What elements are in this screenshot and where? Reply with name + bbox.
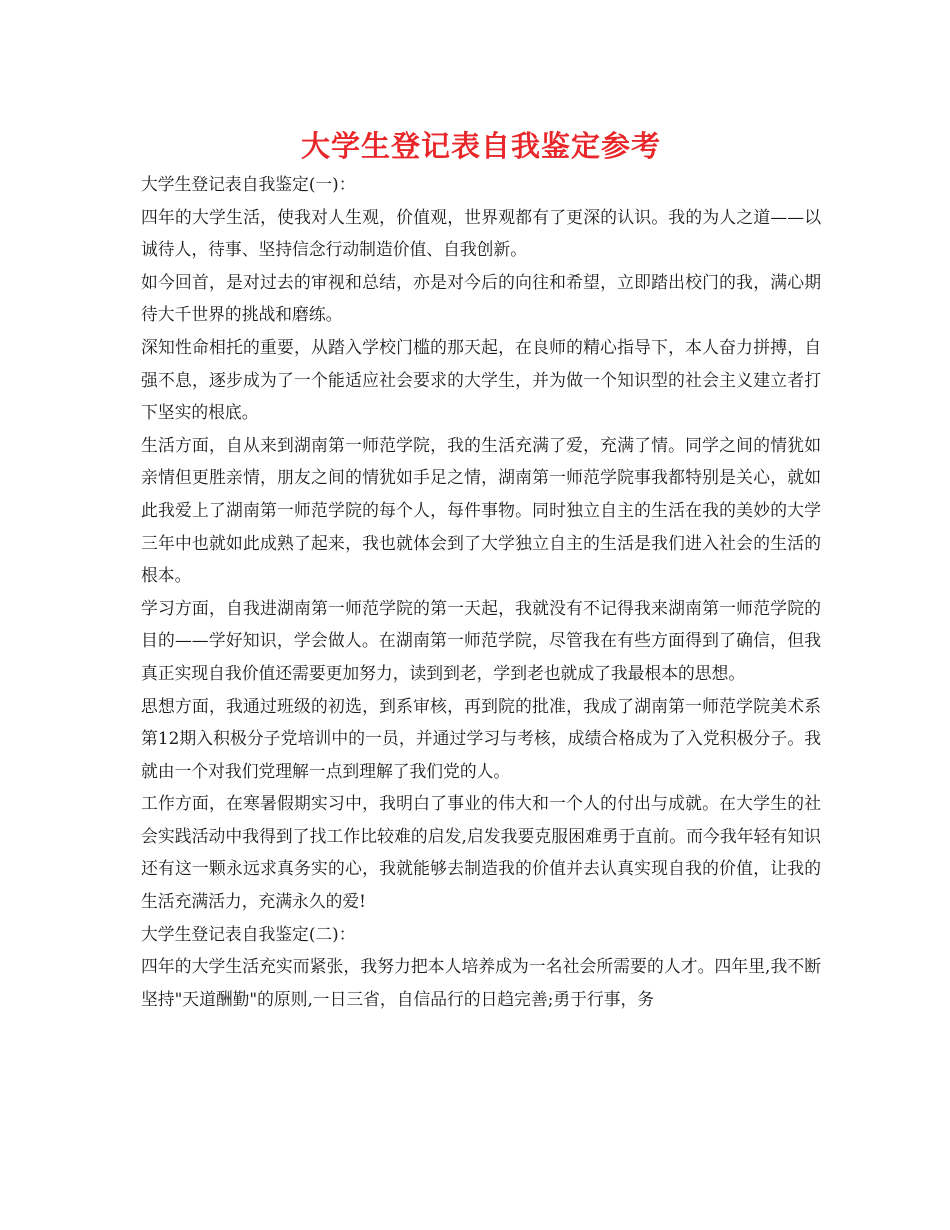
paragraph: 思想方面，我通过班级的初选，到系审核，再到院的批准，我成了湖南第一师范学院美术系第12期入积极分子党培训中的一员，并通过学习与考核，成绩合格成为了入党积极分子。我就由一个对我们党理解一点到理解了我们党的人。 bbox=[141, 695, 821, 781]
paragraph: 学习方面，自我进湖南第一师范学院的第一天起，我就没有不记得我来湖南第一师范学院的目的——学好知识，学会做人。在湖南第一师范学院，尽管我在有些方面得到了确信，但我真正实现自我价值还需要更加努力，读到到老，学到老也就成了我最根本的思想。 bbox=[141, 597, 821, 683]
document-page bbox=[141, 124, 821, 1015]
paragraph: 如今回首，是对过去的审视和总结，亦是对今后的向往和希望，立即踏出校门的我，满心期待大千世界的挑战和磨练。 bbox=[141, 271, 821, 325]
document-title: 大学生登记表自我鉴定参考 bbox=[300, 129, 661, 163]
paragraph: 生活方面，自从来到湖南第一师范学院，我的生活充满了爱，充满了情。同学之间的情犹如亲情但更胜亲情，朋友之间的情犹如手足之情，湖南第一师范学院事我都特别是关心，就如此我爱上了湖南第一师范学院的每个人，每件事物。同时独立自主的生活在我的美妙的大学三年中也就如此成熟了起来，我也就体会到了大学独立自主的生活是我们进入社会的生活的根本。 bbox=[141, 434, 821, 586]
section-heading-1: 大学生登记表自我鉴定(一)： bbox=[141, 174, 356, 194]
section-heading-2: 大学生登记表自我鉴定(二)： bbox=[141, 923, 356, 944]
paragraph: 四年的大学生活，使我对人生观，价值观，世界观都有了更深的认识。我的为人之道——以诚待人，待事、坚持信念行动制造价值、自我创新。 bbox=[141, 206, 821, 260]
paragraph: 工作方面，在寒暑假期实习中，我明白了事业的伟大和一个人的付出与成就。在大学生的社会实践活动中我得到了找工作比较难的启发,启发我要克服困难勇于直前。而今我年轻有知识还有这一颗永远求真务实的心，我就能够去制造我的价值并去认真实现自我的价值，让我的生活充满活力，充满永久的爱! bbox=[141, 793, 821, 912]
paragraph: 深知性命相托的重要，从踏入学校门槛的那天起，在良师的精心指导下，本人奋力拼搏，自强不息，逐步成为了一个能适应社会要求的大学生，并为做一个知识型的社会主义建立者打下坚实的根底。 bbox=[141, 336, 821, 423]
document-body bbox=[141, 168, 821, 1015]
paragraph: 四年的大学生活充实而紧张，我努力把本人培养成为一名社会所需要的人才。四年里,我不断坚持"天道酬勤"的原则,一日三省，自信品行的日趋完善;勇于行事，务 bbox=[141, 956, 821, 1009]
